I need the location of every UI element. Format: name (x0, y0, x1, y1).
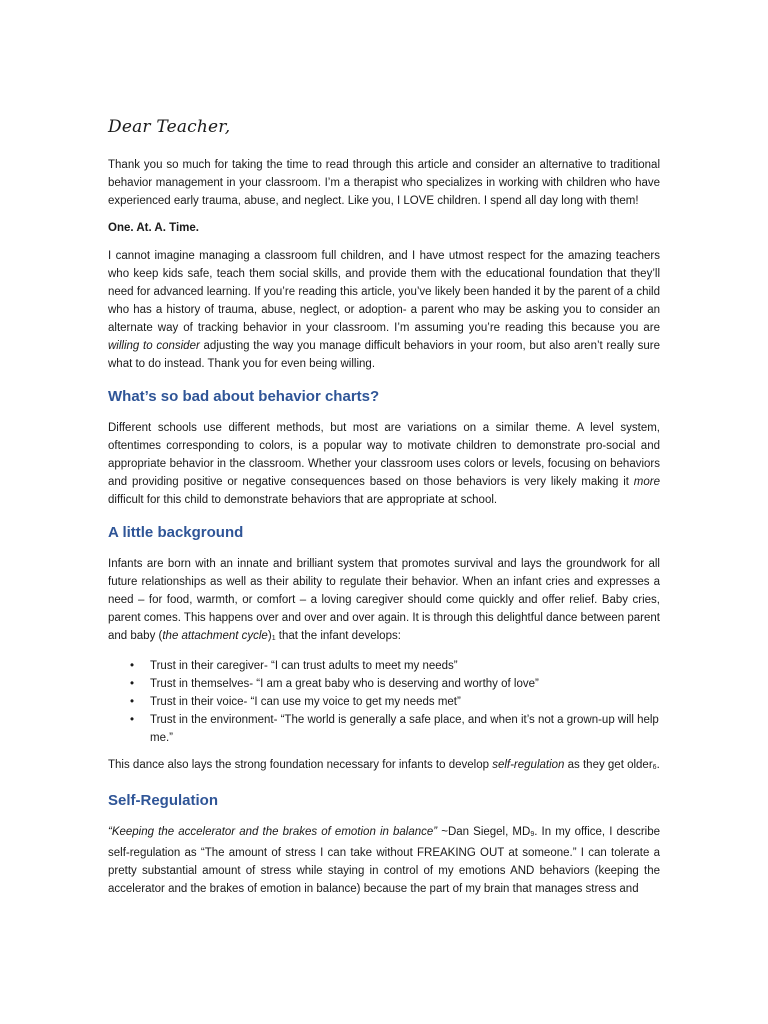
paragraph-charts-end: difficult for this child to demonstrate behaviors that are appropriate at school. (108, 494, 498, 506)
paragraph-background-end: that the infant develops: (275, 630, 401, 642)
list-item-text: Trust in their caregiver- “I can trust adults to meet my needs” (150, 660, 458, 672)
paragraph-teachers-emphasis: willing to consider (108, 340, 200, 352)
list-item-text: Trust in their voice- “I can use my voice to get my needs met” (150, 696, 461, 708)
bullet-icon: • (130, 660, 135, 672)
document-page (108, 116, 660, 907)
paragraph-dance-end: . (656, 759, 660, 771)
paragraph-self-regulation (108, 823, 660, 898)
list-item (108, 711, 660, 747)
paragraph-dance (108, 756, 660, 777)
heading-self-regulation: Self-Regulation (108, 792, 219, 809)
motto: One. At. A. Time. (108, 222, 199, 234)
paragraph-behavior-charts (108, 419, 660, 509)
paragraph-dance-mid: as they get older (564, 759, 653, 771)
trust-list (108, 657, 660, 747)
intro-paragraph: Thank you so much for taking the time to read through this article and consider an alternative to traditional behavior management in your classroom. I’m a therapist who specializes in working with children who have experienced early trauma, abuse, and neglect. Like you, I LOVE children. I spend all day long with them! (108, 159, 660, 207)
greeting: Dear Teacher, (108, 117, 231, 137)
paragraph-background-paren: ) (267, 630, 272, 642)
paragraph-background-emphasis: the attachment cycle (162, 630, 268, 642)
siegel-quote: “Keeping the accelerator and the brakes of emotion in balance” (108, 826, 438, 838)
paragraph-background (108, 555, 660, 648)
paragraph-background-text: Infants are born with an innate and brilliant system that promotes survival and lays the groundwork for all future relationships as well as their ability to regulate their behavior. When an infant cries and expresses a need – for food, warmth, or comfort – a loving caregiver should come quickly and offer relief. Baby cries, parent comes. This happens over and over and over again. It is through this delightful dance between parent and baby ( (108, 558, 660, 642)
list-item (108, 675, 660, 693)
bullet-icon: • (130, 696, 135, 708)
paragraph-dance-emphasis: self-regulation (492, 759, 565, 771)
bullet-icon: • (130, 714, 135, 726)
paragraph-teachers-text: I cannot imagine managing a classroom full children, and I have utmost respect for the amazing teachers who keep kids safe, teach them social skills, and provide them with the educational foundation that they’ll need for advanced learning. If you’re reading this article, you’ve likely been handed it by the parent of a child who has a history of trauma, abuse, neglect, or adoption- a parent who may be asking you to consider an alternate way of tracking behavior in your classroom. I’m assuming you’re reading this because you are (108, 250, 660, 334)
heading-background: A little background (108, 524, 244, 541)
paragraph-self-regulation-text: . In my office, I describe self-regulation as “The amount of stress I can take without FREAKING OUT at someone.” I can tolerate a pretty substantial amount of stress while staying in control of my emotions AND behaviors (keeping the accelerator and the brakes of emotion in balance) because the part of my brain that manages stress and (108, 826, 661, 895)
footnote-ref: 6 (652, 764, 657, 771)
paragraph-dance-text: This dance also lays the strong foundation necessary for infants to develop (108, 759, 493, 771)
footnote-ref: 1 (271, 635, 276, 642)
heading-behavior-charts: What’s so bad about behavior charts? (108, 388, 380, 405)
list-item (108, 693, 660, 711)
list-item-text: Trust in themselves- “I am a great baby who is deserving and worthy of love” (150, 678, 539, 690)
bullet-icon: • (130, 678, 135, 690)
paragraph-charts-text: Different schools use different methods, but most are variations on a similar theme. A level system, oftentimes corresponding to colors, is a popular way to motivate children to demonstrate pro-social and appropriate behavior in the classroom. Whether your classroom uses colors or levels, focusing on behaviors and providing positive or negative consequences based on those behaviors is very likely making it (108, 422, 660, 488)
footnote-ref: 9 (530, 831, 535, 838)
paragraph-charts-emphasis: more (633, 476, 660, 488)
quote-attribution: ~Dan Siegel, MD (437, 826, 531, 838)
paragraph-teachers (108, 247, 660, 373)
list-item (108, 657, 660, 675)
list-item-text: Trust in the environment- “The world is generally a safe place, and when it’s not a grown-up will help me.” (150, 714, 659, 744)
paragraph-teachers-end: adjusting the way you manage difficult behaviors in your room, but also aren’t really sure what to do instead. Thank you for even being willing. (108, 340, 660, 370)
